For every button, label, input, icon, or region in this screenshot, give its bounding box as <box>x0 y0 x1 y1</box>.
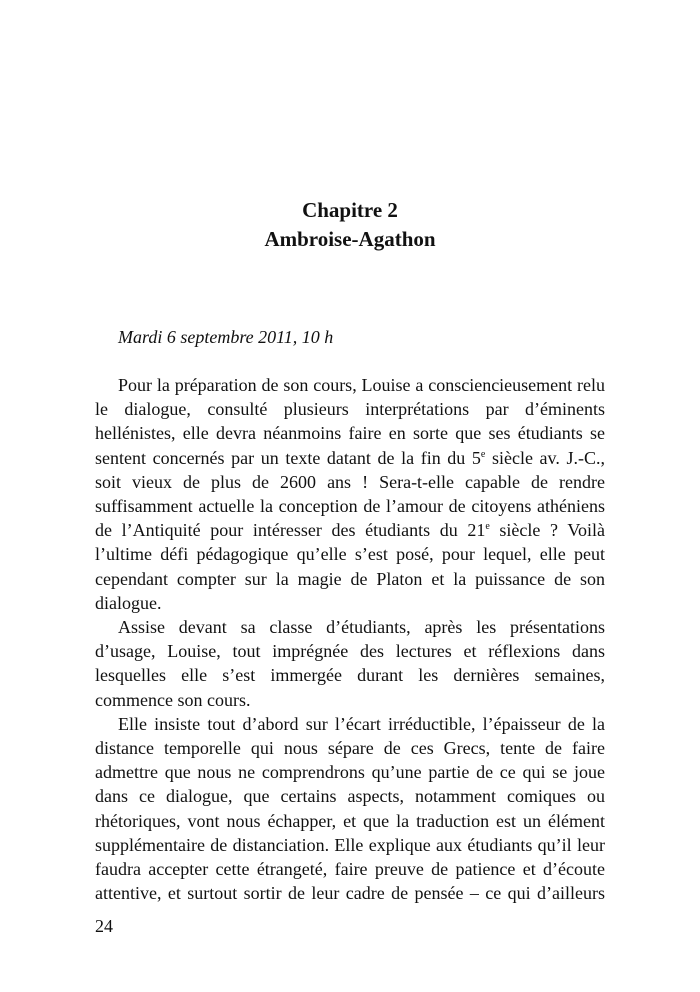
text-line: faudra accepter cette étrangeté, faire preuve de patience et d’écoute <box>95 859 605 880</box>
text-line: d’usage, Louise, tout imprégnée des lectures et réflexions dans <box>95 641 605 662</box>
text-line: commence son cours. <box>95 689 251 710</box>
text-line: dialogue. <box>95 592 162 613</box>
text-line: suffisamment actuelle la conception de l’amour de citoyens athéniens <box>95 496 605 517</box>
text-line: le dialogue, consulté plusieurs interprétations par d’éminents <box>95 399 605 420</box>
text-line: Elle insiste tout d’abord sur l’écart irréductible, l’épaisseur de la <box>118 713 605 734</box>
page-number: 24 <box>95 916 113 936</box>
chapter-number: Chapitre 2 <box>302 198 398 222</box>
text-line: hellénistes, elle devra néanmoins faire en sorte que ses étudiants se <box>95 423 605 444</box>
text-line: attentive, et surtout sortir de leur cadre de pensée – ce qui d’ailleurs <box>95 883 605 904</box>
text-line: Pour la préparation de son cours, Louise a consciencieusement relu <box>118 375 605 395</box>
text-line: lesquelles elle s’est immergée durant les dernières semaines, <box>95 665 605 686</box>
text-line: l’ultime défi pédagogique qu’elle s’est posé, pour lequel, elle peut <box>95 544 605 565</box>
body-text <box>95 373 605 905</box>
text-line: supplémentaire de distanciation. Elle explique aux étudiants qu’il leur <box>95 834 605 855</box>
text-line: admettre que nous ne comprendrons qu’une partie de ce qui se joue <box>95 762 605 783</box>
text-line: de l’Antiquité pour intéresser des étudiants du 21e siècle ? Voilà <box>95 520 605 541</box>
text-line: soit vieux de plus de 2600 ans ! Sera-t-elle capable de rendre <box>95 471 605 492</box>
paragraph <box>95 615 605 712</box>
text-line: dans ce dialogue, que certains aspects, notamment comiques ou <box>95 786 605 807</box>
text-line: cependant compter sur la magie de Platon et la puissance de son <box>95 568 605 589</box>
date-heading: Mardi 6 septembre 2011, 10 h <box>118 327 334 347</box>
text-line: sentent concernés par un texte datant de la fin du 5e siècle av. J.-C., <box>95 447 605 468</box>
paragraph <box>95 712 605 906</box>
text-line: distance temporelle qui nous sépare de ces Grecs, tente de faire <box>95 738 605 759</box>
text-line: rhétoriques, vont nous échapper, et que la traduction est un élément <box>95 810 605 831</box>
paragraph <box>95 373 605 615</box>
text-line: Assise devant sa classe d’étudiants, après les présentations <box>118 617 605 638</box>
chapter-title: Ambroise-Agathon <box>264 227 436 251</box>
